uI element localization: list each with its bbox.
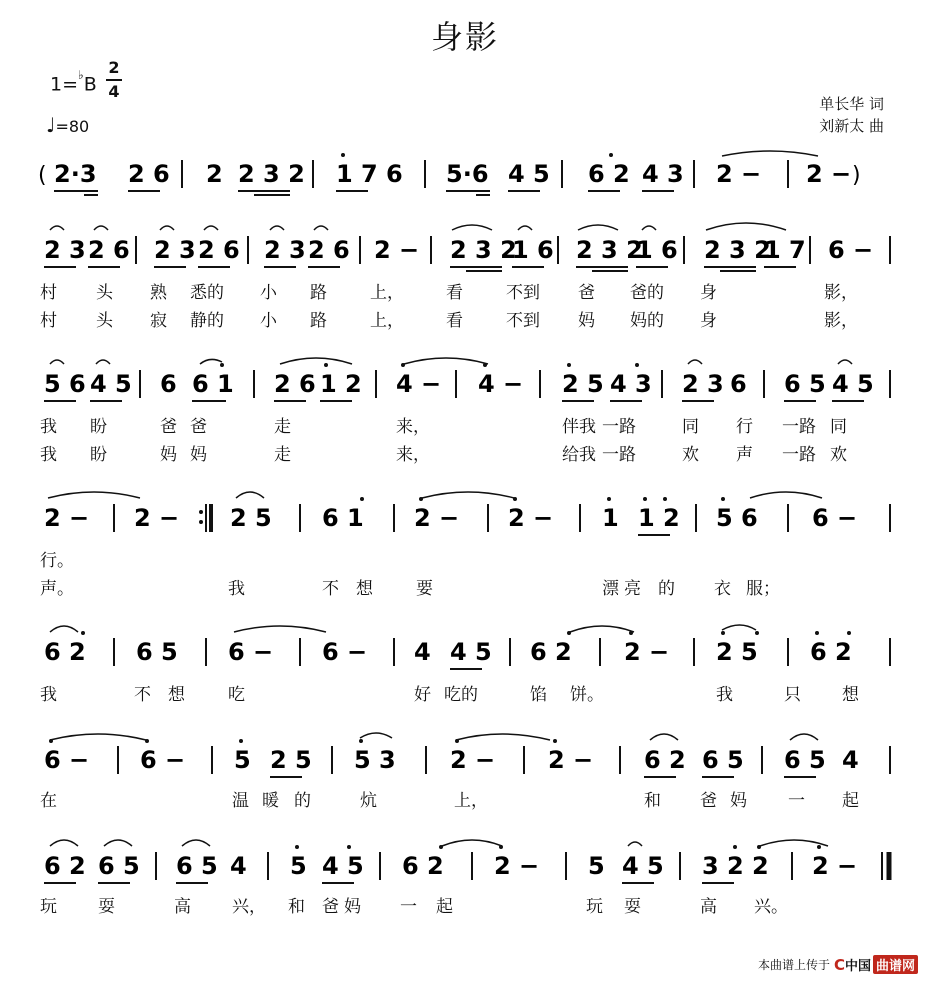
svg-text:5: 5 [588, 852, 605, 880]
svg-text:6 −: 6 − [140, 746, 186, 774]
svg-text:6 −: 6 − [228, 638, 274, 666]
staff-line-7 [0, 838, 930, 902]
svg-text:1 6: 1 6 [636, 236, 678, 264]
svg-text:(: ( [38, 163, 47, 188]
svg-text:6 2: 6 2 [44, 852, 86, 880]
svg-text:2 6: 2 6 [88, 236, 130, 264]
svg-text:6 5: 6 5 [136, 638, 178, 666]
time-signature: 2 4 [106, 58, 122, 102]
svg-text:4 −: 4 − [478, 370, 524, 398]
svg-text:1 6: 1 6 [512, 236, 554, 264]
svg-text:6 5: 6 5 [98, 852, 140, 880]
svg-text:2 −: 2 − [134, 504, 180, 532]
staff-line-2 [0, 222, 930, 286]
song-title: 身影 [430, 18, 499, 56]
svg-text:6 −: 6 − [812, 504, 858, 532]
svg-text:6: 6 [386, 160, 403, 188]
svg-text:4 −: 4 − [396, 370, 442, 398]
svg-text:4 5: 4 5 [450, 638, 492, 666]
upload-footer [758, 955, 918, 974]
svg-text:2 6: 2 6 [198, 236, 240, 264]
svg-text:2 6: 2 6 [128, 160, 170, 188]
svg-text:2: 2 [752, 852, 769, 880]
svg-text:6 2: 6 2 [588, 160, 630, 188]
svg-text:6 2: 6 2 [44, 638, 86, 666]
svg-text:3 2: 3 2 [702, 852, 744, 880]
svg-text:6 5: 6 5 [784, 746, 826, 774]
logo-mark-icon: C [833, 955, 845, 974]
site-logo[interactable]: C 中国 曲谱网 [834, 955, 918, 974]
svg-text:1 2: 1 2 [638, 504, 680, 532]
svg-text:2 −: 2 − [812, 852, 858, 880]
svg-text:5·6: 5·6 [446, 160, 489, 188]
svg-text:1 7: 1 7 [336, 160, 378, 188]
svg-text:2 3 2: 2 3 2 [704, 236, 771, 264]
svg-text:4 5: 4 5 [322, 852, 364, 880]
svg-text:2 −: 2 − [508, 504, 554, 532]
svg-text:6 −: 6 − [322, 638, 368, 666]
svg-text:6: 6 [730, 370, 747, 398]
svg-text:1 2: 1 2 [320, 370, 362, 398]
svg-text:2 −: 2 − [450, 746, 496, 774]
svg-text:2 6: 2 6 [274, 370, 316, 398]
svg-text:2 −: 2 − [548, 746, 594, 774]
upload-text: 本曲谱上传于 [757, 958, 830, 972]
svg-text:6 −: 6 − [828, 236, 874, 264]
svg-text:6 5: 6 5 [784, 370, 826, 398]
svg-text:6 2: 6 2 [644, 746, 686, 774]
svg-text:2 3 2: 2 3 2 [576, 236, 643, 264]
svg-text:4 5: 4 5 [90, 370, 132, 398]
svg-text:2 5: 2 5 [270, 746, 312, 774]
svg-text:4: 4 [230, 852, 247, 880]
svg-text:2 −: 2 − [44, 504, 90, 532]
svg-text:2 −: 2 − [806, 160, 852, 188]
svg-text:4: 4 [414, 638, 431, 666]
staff-line-4 [0, 490, 930, 554]
svg-text:6 5: 6 5 [702, 746, 744, 774]
svg-text:6 2: 6 2 [402, 852, 444, 880]
svg-text:4 5: 4 5 [508, 160, 550, 188]
svg-text:2 6: 2 6 [308, 236, 350, 264]
svg-text:5: 5 [290, 852, 307, 880]
staff-line-5 [0, 624, 930, 688]
svg-text:2 5: 2 5 [562, 370, 604, 398]
composer-credit: 刘新太 曲 [819, 117, 884, 135]
svg-text:2 3 2: 2 3 2 [450, 236, 517, 264]
staff-line-1 [0, 146, 930, 210]
svg-text:2 5: 2 5 [230, 504, 272, 532]
svg-text:2 3 2: 2 3 2 [238, 160, 305, 188]
svg-text:6: 6 [160, 370, 177, 398]
key-signature: 1=♭B [50, 68, 97, 96]
svg-text:4 3: 4 3 [610, 370, 652, 398]
svg-text:4 5: 4 5 [622, 852, 664, 880]
svg-text:2 3: 2 3 [264, 236, 306, 264]
svg-text:5 6: 5 6 [44, 370, 86, 398]
svg-text:2 −: 2 − [414, 504, 460, 532]
svg-text:1 7: 1 7 [764, 236, 806, 264]
svg-text:2: 2 [206, 160, 223, 188]
svg-text:2 5: 2 5 [716, 638, 758, 666]
svg-text:2 −: 2 − [374, 236, 420, 264]
svg-text:2 −: 2 − [494, 852, 540, 880]
tempo-marking: ♩=80 [46, 113, 90, 137]
svg-text:2·3: 2·3 [54, 160, 97, 188]
credits [819, 93, 884, 137]
svg-text:2 3: 2 3 [44, 236, 86, 264]
svg-text:5 6: 5 6 [716, 504, 758, 532]
svg-text:4: 4 [842, 746, 859, 774]
svg-text:4 3: 4 3 [642, 160, 684, 188]
svg-text:1: 1 [602, 504, 619, 532]
svg-text:6 1: 6 1 [192, 370, 234, 398]
svg-text:4 5: 4 5 [832, 370, 874, 398]
svg-text:6 −: 6 − [44, 746, 90, 774]
svg-text:): ) [852, 163, 861, 188]
svg-text:2 3: 2 3 [154, 236, 196, 264]
svg-text:2 −: 2 − [716, 160, 762, 188]
svg-text:2 3: 2 3 [682, 370, 724, 398]
svg-text:2 −: 2 − [624, 638, 670, 666]
svg-text:5: 5 [234, 746, 251, 774]
svg-text:6 2: 6 2 [810, 638, 852, 666]
svg-text:6 2: 6 2 [530, 638, 572, 666]
svg-text:6 5: 6 5 [176, 852, 218, 880]
staff-line-3 [0, 356, 930, 420]
svg-text:6 1: 6 1 [322, 504, 364, 532]
svg-text:5 3: 5 3 [354, 746, 396, 774]
lyricist-credit: 单长华 词 [819, 95, 884, 113]
